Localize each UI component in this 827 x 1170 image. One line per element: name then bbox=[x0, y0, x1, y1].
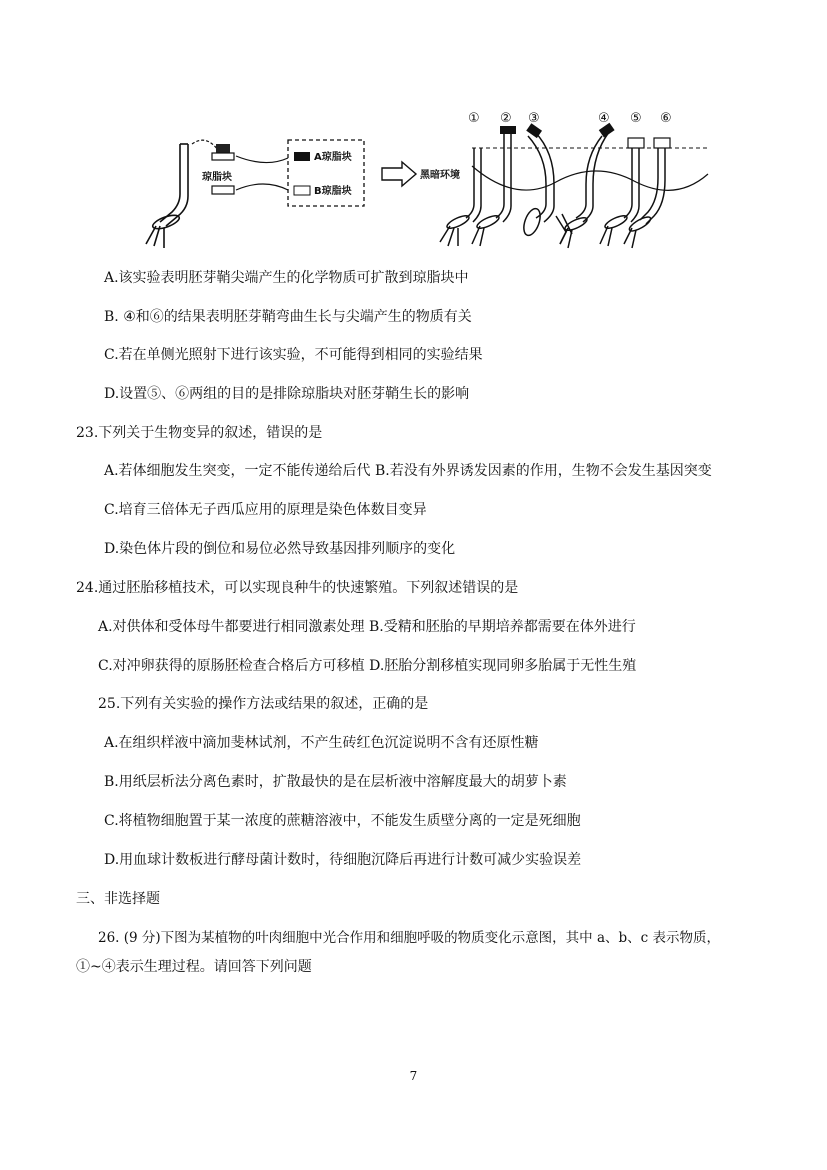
agar-block-bottom bbox=[212, 186, 234, 194]
cut-coleoptile-left bbox=[146, 144, 188, 248]
big-arrow bbox=[382, 162, 416, 186]
option-22-a: A.该实验表明胚芽鞘尖端产生的化学物质可扩散到琼脂块中 bbox=[104, 270, 469, 286]
marker-2: ② bbox=[500, 111, 512, 126]
question-26-line2: ①~④表示生理过程。请回答下列问题 bbox=[76, 959, 312, 975]
marker-3: ③ bbox=[528, 111, 540, 126]
soil-line bbox=[472, 166, 708, 190]
option-22-b: B. ④和⑥的结果表明胚芽鞘弯曲生长与尖端产生的物质有关 bbox=[104, 309, 472, 325]
marker-5: ⑤ bbox=[630, 111, 642, 126]
option-24-ab: A.对供体和受体母牛都要进行相同激素处理 B.受精和胚胎的早期培养都需要在体外进行 bbox=[98, 619, 636, 635]
option-25-c: C.将植物细胞置于某一浓度的蔗糖溶液中，不能发生质壁分离的一定是死细胞 bbox=[104, 813, 581, 829]
option-25-a: A.在组织样液中滴加斐林试剂，不产生砖红色沉淀说明不含有还原性糖 bbox=[104, 735, 539, 751]
agar-a-swatch bbox=[294, 152, 310, 161]
label-block-a: A琼脂块 bbox=[314, 152, 352, 163]
coleoptile-1 bbox=[440, 148, 481, 246]
question-24: 24.通过胚胎移植技术，可以实现良种牛的快速繁殖。下列叙述错误的是 bbox=[76, 580, 519, 596]
label-agar: 琼脂块 bbox=[202, 172, 232, 183]
coleoptile-3 bbox=[521, 123, 572, 244]
option-25-b: B.用纸层析法分离色素时，扩散最快的是在层析液中溶解度最大的胡萝卜素 bbox=[104, 774, 567, 790]
option-22-c: C.若在单侧光照射下进行该实验，不可能得到相同的实验结果 bbox=[104, 347, 483, 363]
agar-b-swatch bbox=[294, 186, 310, 195]
option-24-cd: C.对冲卵获得的原肠胚检查合格后方可移植 D.胚胎分割移植实现同卵多胎属于无性生殖 bbox=[98, 658, 637, 674]
connector-b bbox=[236, 184, 288, 190]
page-number: 7 bbox=[409, 1069, 418, 1083]
option-23-c: C.培育三倍体无子西瓜应用的原理是染色体数目变异 bbox=[104, 502, 427, 518]
coleoptile-2 bbox=[472, 126, 516, 246]
option-23-d: D.染色体片段的倒位和易位必然导致基因排列顺序的变化 bbox=[104, 541, 456, 557]
section-heading: 三、非选择题 bbox=[76, 891, 160, 907]
coleoptile-6 bbox=[624, 138, 670, 248]
transfer-arrow-1 bbox=[192, 140, 218, 150]
option-22-d: D.设置⑤、⑥两组的目的是排除琼脂块对胚芽鞘生长的影响 bbox=[104, 386, 470, 402]
option-23-ab: A.若体细胞发生突变，一定不能传递给后代 B.若没有外界诱发因素的作用，生物不会发生基因突变 bbox=[104, 463, 712, 479]
marker-4: ④ bbox=[598, 111, 610, 126]
question-25: 25.下列有关实验的操作方法或结果的叙述，正确的是 bbox=[98, 696, 429, 712]
label-block-b: B琼脂块 bbox=[314, 186, 352, 197]
connector-a bbox=[236, 156, 288, 163]
question-26-line1: 26. (9 分)下图为某植物的叶肉细胞中光合作用和细胞呼吸的物质变化示意图，其中 a、b、c 表示物质， bbox=[98, 930, 721, 946]
coleoptile-diagram bbox=[136, 104, 716, 254]
experiment-figure bbox=[136, 104, 716, 254]
marker-1: ① bbox=[468, 111, 480, 126]
option-25-d: D.用血球计数板进行酵母菌计数时，待细胞沉降后再进行计数可减少实验误差 bbox=[104, 852, 582, 868]
question-23: 23.下列关于生物变异的叙述，错误的是 bbox=[76, 425, 323, 441]
marker-6: ⑥ bbox=[660, 111, 672, 126]
label-dark: 黑暗环境 bbox=[420, 170, 460, 181]
